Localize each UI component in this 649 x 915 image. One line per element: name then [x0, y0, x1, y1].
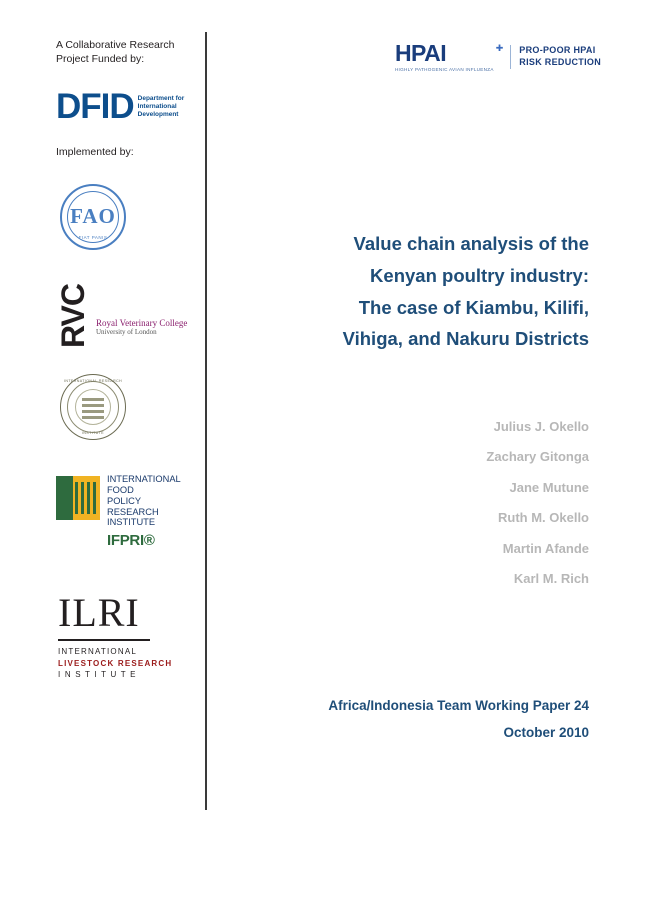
dfid-wordmark: DFID	[56, 87, 134, 127]
dfid-subtitle-line-2: International	[137, 103, 177, 111]
dfid-logo	[56, 87, 196, 127]
author-name: Jane Mutune	[509, 479, 589, 495]
ilri-rule	[58, 639, 150, 641]
funder-note	[56, 38, 196, 66]
seal-bottom-text: INSTITUTE	[81, 430, 105, 435]
author-name: Martin Afande	[502, 540, 589, 556]
ilri-logo	[58, 590, 196, 680]
ilri-subtitle-line-2: LIVESTOCK RESEARCH	[58, 658, 173, 668]
research-institute-seal-icon	[60, 374, 126, 440]
vertical-divider	[205, 32, 207, 810]
ilri-subtitle-line-3: I N S T I T U T E	[58, 670, 137, 680]
hpai-mark-group	[395, 42, 503, 72]
seal-top-text: INTERNATIONAL RESEARCH	[63, 378, 123, 383]
hpai-tagline-line-1: PRO-POOR HPAI	[519, 45, 596, 56]
ifpri-logo	[56, 474, 196, 550]
fao-emblem-icon	[60, 184, 126, 250]
publication-info	[249, 692, 589, 746]
page-title-line-2: Kenyan poultry industry:	[370, 264, 589, 286]
ifpri-line-4: RESEARCH	[107, 506, 159, 517]
fao-inner-ring	[67, 191, 119, 243]
seal-ring	[67, 381, 119, 433]
dfid-subtitle-line-3: Development	[137, 111, 179, 119]
ifpri-line-3: POLICY	[107, 495, 142, 506]
publication-date: October 2010	[503, 725, 589, 740]
hpai-mark-text-wrap	[395, 42, 494, 72]
implemented-by-label: Implemented by:	[56, 145, 134, 158]
funder-note-line-2: Project Funded by:	[56, 53, 145, 66]
hpai-wordmark: HPAI	[394, 40, 447, 66]
rvc-text	[96, 318, 187, 348]
page-title-line-1: Value chain analysis of the	[353, 233, 589, 254]
funder-note-line-1: A Collaborative Research	[56, 39, 175, 51]
ifpri-abbreviation: IFPRI®	[107, 532, 155, 550]
ifpri-line-1: INTERNATIONAL	[107, 473, 181, 484]
fao-letters: FAO	[70, 204, 116, 229]
ilri-wordmark: ILRI	[58, 590, 140, 636]
seal-core	[75, 389, 111, 425]
hpai-program-logo	[395, 42, 601, 72]
dfid-subtitle	[138, 95, 185, 123]
author-name: Ruth M. Okello	[498, 510, 589, 526]
fao-logo	[56, 184, 196, 250]
rvc-university: University of London	[96, 327, 157, 336]
ifpri-mark-icon	[56, 476, 100, 520]
hpai-tagline-line-2: RISK REDUCTION	[519, 57, 601, 67]
rvc-logo	[56, 284, 196, 348]
author-list	[249, 412, 589, 594]
page-title-line-3: The case of Kiambu, Kilifi,	[358, 296, 589, 318]
author-name: Zachary Gitonga	[486, 449, 589, 465]
ifpri-text	[107, 474, 181, 550]
hpai-bird-icon: ✚	[495, 43, 504, 53]
working-paper-series: Africa/Indonesia Team Working Paper 24	[328, 698, 589, 713]
rvc-name: Royal Veterinary College	[96, 317, 188, 328]
rvc-mark: RVC	[54, 283, 91, 348]
author-name: Julius J. Okello	[493, 419, 589, 434]
page-title-line-4: Vihiga, and Nakuru Districts	[342, 328, 589, 350]
hpai-tagline	[510, 45, 601, 68]
document-title-block	[249, 228, 589, 355]
dfid-subtitle-line-1: Department for	[137, 95, 185, 103]
ilri-subtitle-line-1: INTERNATIONAL	[58, 646, 138, 656]
ilri-subtitle	[58, 646, 196, 681]
left-logo-column	[56, 38, 196, 681]
hpai-wordmark-subtitle: HIGHLY PATHOGENIC AVIAN INFLUENZA	[394, 67, 494, 72]
ifpri-line-2: FOOD	[107, 484, 134, 495]
author-name: Karl M. Rich	[513, 571, 589, 587]
ifpri-line-5: INSTITUTE	[107, 517, 156, 528]
fao-motto: FIAT PANIS	[78, 234, 108, 240]
